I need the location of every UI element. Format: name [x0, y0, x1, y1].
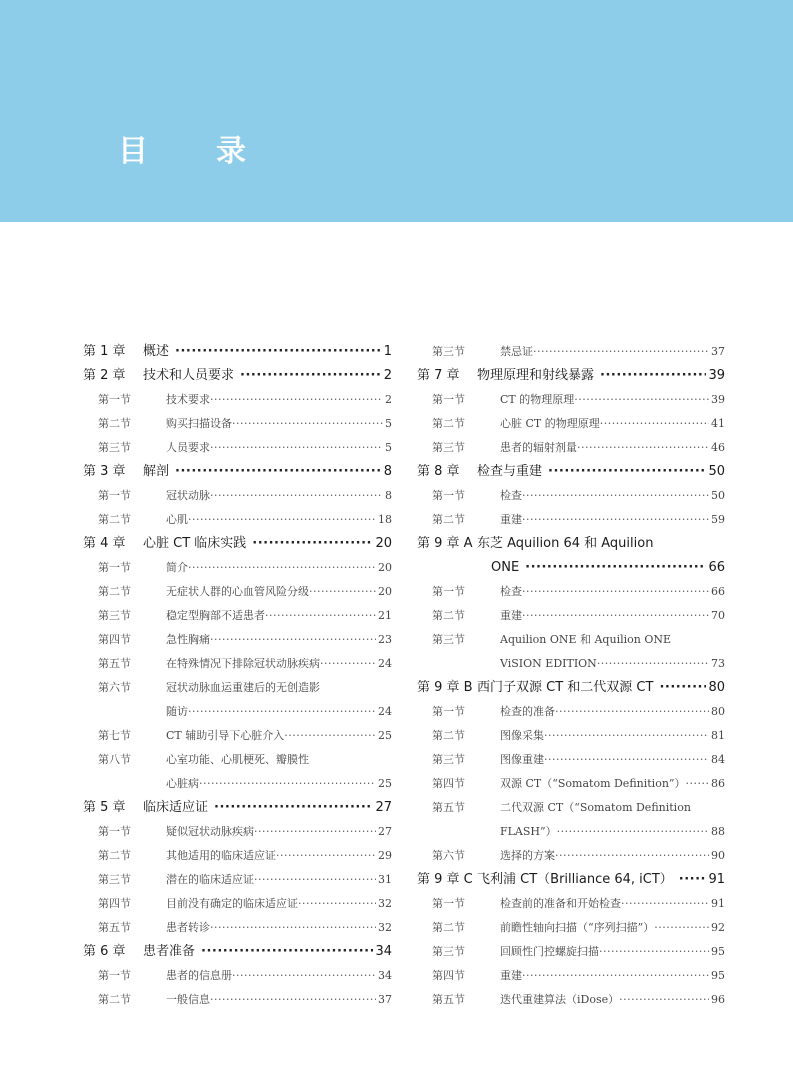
toc-section-entry[interactable]	[417, 604, 725, 628]
toc-entry-number: 第二节	[98, 513, 131, 526]
toc-leader-dots	[214, 796, 373, 820]
toc-section-entry[interactable]	[417, 988, 725, 1012]
toc-page-number: 50	[711, 489, 725, 502]
toc-section-entry[interactable]	[83, 556, 392, 580]
toc-page-number: 34	[378, 969, 392, 982]
toc-section-entry[interactable]	[417, 724, 725, 748]
toc-chapter-entry[interactable]	[83, 340, 392, 364]
toc-page-number: 25	[378, 777, 392, 790]
toc-entry-title: 迭代重建算法（iDose）	[500, 993, 620, 1006]
toc-entry-title: 图像重建	[500, 753, 544, 766]
toc-chapter-entry[interactable]	[83, 532, 392, 556]
toc-leader-dots	[659, 676, 706, 700]
toc-section-entry[interactable]	[417, 772, 725, 796]
toc-leader-dots	[188, 556, 376, 580]
toc-leader-dots	[686, 772, 709, 796]
toc-entry-number: 第 9 章 A	[417, 536, 473, 551]
toc-page-number: 29	[378, 849, 392, 862]
toc-entry-number: 第 5 章	[83, 800, 126, 815]
toc-chapter-entry[interactable]	[83, 364, 392, 388]
toc-entry-number: 第 9 章 C	[417, 872, 473, 887]
toc-entry-title: 潜在的临床适应证	[166, 873, 254, 886]
toc-entry-title: 双源 CT（“Somatom Definition”）	[500, 777, 686, 790]
toc-entry-title: 解剖	[143, 464, 170, 479]
toc-leader-dots	[210, 436, 383, 460]
toc-entry-title: CT 的物理原理	[500, 393, 575, 406]
toc-page-number: 92	[711, 921, 725, 934]
toc-leader-dots	[525, 556, 706, 580]
toc-entry-title: 重建	[500, 609, 522, 622]
toc-entry-number: 第 9 章 B	[417, 680, 473, 695]
toc-entry-title: 检查与重建	[477, 464, 543, 479]
toc-entry-title: 在特殊情况下排除冠状动脉疾病	[166, 657, 320, 670]
toc-leader-dots	[555, 844, 709, 868]
toc-page-number: 20	[378, 585, 392, 598]
toc-chapter-entry[interactable]	[417, 556, 725, 580]
toc-page-number: 50	[708, 464, 725, 479]
toc-leader-dots	[175, 460, 382, 484]
toc-entry-number: 第二节	[98, 417, 131, 430]
header-banner	[0, 0, 793, 222]
toc-entry-title: 心脏病	[166, 777, 199, 790]
toc-entry-title: 冠状动脉	[166, 489, 210, 502]
toc-entry-title: 禁忌证	[500, 345, 533, 358]
toc-entry-number: 第三节	[98, 873, 131, 886]
toc-chapter-entry[interactable]	[417, 532, 725, 556]
toc-page-number: 8	[383, 464, 392, 479]
toc-leader-dots	[600, 412, 709, 436]
toc-entry-title: 回顾性门控螺旋扫描	[500, 945, 599, 958]
toc-leader-dots	[175, 340, 382, 364]
toc-entry-title: 临床适应证	[143, 800, 209, 815]
toc-entry-number: 第三节	[432, 441, 465, 454]
toc-section-entry[interactable]	[417, 580, 725, 604]
toc-entry-number: 第二节	[432, 921, 465, 934]
toc-section-entry[interactable]	[417, 508, 725, 532]
toc-section-entry[interactable]	[83, 868, 392, 892]
toc-page-number: 5	[385, 441, 392, 454]
toc-entry-number: 第七节	[98, 729, 131, 742]
toc-page-number: 1	[383, 344, 392, 359]
toc-leader-dots	[254, 868, 376, 892]
toc-entry-title: 患者准备	[143, 944, 196, 959]
toc-leader-dots	[210, 916, 376, 940]
toc-entry-title: 冠状动脉血运重建后的无创造影	[166, 681, 320, 694]
toc-section-entry[interactable]	[417, 748, 725, 772]
toc-page-number: 86	[711, 777, 725, 790]
toc-page-number: 73	[711, 657, 725, 670]
toc-entry-number: 第 2 章	[83, 368, 126, 383]
toc-section-entry[interactable]	[417, 436, 725, 460]
toc-leader-dots	[544, 748, 709, 772]
toc-left-column	[83, 340, 392, 1012]
toc-chapter-entry[interactable]	[417, 460, 725, 484]
toc-section-entry[interactable]	[83, 652, 392, 676]
toc-section-entry[interactable]	[417, 628, 725, 652]
toc-entry-number: 第三节	[98, 441, 131, 454]
toc-page-number: 27	[375, 800, 392, 815]
toc-page-number: 24	[378, 657, 392, 670]
toc-page-number: 20	[375, 536, 392, 551]
toc-chapter-entry[interactable]	[83, 460, 392, 484]
toc-entry-number: 第四节	[98, 633, 131, 646]
toc-leader-dots	[254, 820, 376, 844]
toc-page-number: 32	[378, 921, 392, 934]
toc-page-number: 21	[378, 609, 392, 622]
toc-page-number: 25	[378, 729, 392, 742]
toc-page-number: 80	[708, 680, 725, 695]
toc-leader-dots	[522, 508, 709, 532]
toc-leader-dots	[544, 724, 709, 748]
toc-section-entry[interactable]	[83, 436, 392, 460]
toc-leader-dots	[679, 868, 707, 892]
toc-entry-title: 检查	[500, 489, 522, 502]
toc-leader-dots	[654, 916, 709, 940]
toc-entry-title: 其他适用的临床适应证	[166, 849, 276, 862]
toc-section-entry[interactable]	[417, 412, 725, 436]
toc-leader-dots	[252, 532, 373, 556]
toc-section-entry[interactable]	[417, 892, 725, 916]
toc-section-entry[interactable]	[417, 484, 725, 508]
toc-leader-dots	[298, 892, 376, 916]
toc-entry-number: 第六节	[98, 681, 131, 694]
toc-entry-title: 患者转诊	[166, 921, 210, 934]
toc-leader-dots	[555, 700, 709, 724]
toc-entry-title: 物理原理和射线暴露	[477, 368, 595, 383]
toc-page-number: 66	[708, 560, 725, 575]
toc-leader-dots	[619, 988, 709, 1012]
toc-section-entry[interactable]	[83, 844, 392, 868]
toc-entry-number: 第二节	[98, 849, 131, 862]
toc-entry-number: 第一节	[432, 705, 465, 718]
toc-entry-title: ViSION EDITION	[500, 657, 597, 670]
toc-entry-title: 重建	[500, 969, 522, 982]
toc-leader-dots	[597, 652, 709, 676]
toc-entry-number: 第 8 章	[417, 464, 460, 479]
toc-entry-number: 第三节	[432, 633, 465, 646]
toc-entry-title: CT 辅助引导下心脏介入	[166, 729, 285, 742]
toc-entry-number: 第二节	[432, 417, 465, 430]
toc-entry-number: 第五节	[98, 921, 131, 934]
toc-entry-title: 简介	[166, 561, 188, 574]
page-title: 目录	[118, 134, 314, 169]
toc-page-number: 46	[711, 441, 725, 454]
toc-entry-number: 第二节	[98, 585, 131, 598]
toc-section-entry[interactable]	[83, 508, 392, 532]
toc-chapter-entry[interactable]	[417, 364, 725, 388]
toc-chapter-entry[interactable]	[417, 868, 725, 892]
toc-section-entry[interactable]	[83, 604, 392, 628]
toc-page-number: 31	[378, 873, 392, 886]
toc-leader-dots	[533, 340, 709, 364]
toc-page-number: 37	[711, 345, 725, 358]
toc-page-number: 81	[711, 729, 725, 742]
toc-section-entry[interactable]	[83, 988, 392, 1012]
toc-entry-title: 目前没有确定的临床适应证	[166, 897, 298, 910]
toc-section-entry[interactable]	[417, 388, 725, 412]
toc-entry-title: 图像采集	[500, 729, 544, 742]
toc-leader-dots	[188, 508, 376, 532]
toc-section-entry[interactable]	[83, 676, 392, 700]
toc-entry-number: 第 1 章	[83, 344, 126, 359]
toc-entry-title: 西门子双源 CT 和二代双源 CT	[477, 680, 654, 695]
toc-entry-number: 第二节	[432, 609, 465, 622]
toc-section-entry[interactable]	[417, 700, 725, 724]
toc-entry-title: 心脏 CT 临床实践	[143, 536, 247, 551]
toc-entry-title: ONE	[491, 560, 520, 575]
toc-entry-number: 第五节	[432, 801, 465, 814]
toc-page-number: 90	[711, 849, 725, 862]
toc-entry-title: 二代双源 CT（“Somatom Definition	[500, 801, 691, 814]
toc-page-number: 32	[378, 897, 392, 910]
toc-leader-dots	[309, 580, 376, 604]
toc-section-entry[interactable]	[417, 916, 725, 940]
toc-entry-title: 重建	[500, 513, 522, 526]
toc-section-entry[interactable]	[417, 844, 725, 868]
toc-section-entry[interactable]	[83, 412, 392, 436]
toc-leader-dots	[188, 700, 376, 724]
toc-entry-title: FLASH”）	[500, 825, 557, 838]
toc-section-entry[interactable]	[83, 748, 392, 772]
toc-page-number: 2	[385, 393, 392, 406]
toc-page-number: 88	[711, 825, 725, 838]
toc-entry-number: 第四节	[98, 897, 131, 910]
toc-entry-title: 技术和人员要求	[143, 368, 235, 383]
toc-entry-title: 检查的准备	[500, 705, 555, 718]
toc-page-number: 96	[711, 993, 725, 1006]
toc-leader-dots	[320, 652, 376, 676]
toc-entry-title: 患者的辐射剂量	[500, 441, 577, 454]
toc-leader-dots	[621, 892, 709, 916]
toc-page-number: 27	[378, 825, 392, 838]
toc-entry-title: 检查	[500, 585, 522, 598]
toc-leader-dots	[522, 580, 709, 604]
toc-page-number: 5	[385, 417, 392, 430]
toc-leader-dots	[522, 604, 709, 628]
toc-entry-title: 随访	[166, 705, 188, 718]
toc-leader-dots	[276, 844, 376, 868]
toc-section-entry[interactable]	[417, 652, 725, 676]
toc-page-number: 34	[375, 944, 392, 959]
toc-entry-number: 第三节	[432, 945, 465, 958]
toc-leader-dots	[284, 724, 376, 748]
toc-section-entry[interactable]	[83, 724, 392, 748]
toc-page-number: 84	[711, 753, 725, 766]
toc-entry-number: 第三节	[432, 753, 465, 766]
toc-entry-number: 第二节	[432, 729, 465, 742]
toc-entry-number: 第三节	[432, 345, 465, 358]
toc-leader-dots	[522, 484, 709, 508]
toc-entry-number: 第一节	[98, 393, 131, 406]
toc-leader-dots	[201, 940, 373, 964]
toc-page-number: 8	[385, 489, 392, 502]
toc-entry-number: 第二节	[432, 513, 465, 526]
toc-entry-title: 前瞻性轴向扫描（“序列扫描”）	[500, 921, 655, 934]
toc-entry-title: 东芝 Aquilion 64 和 Aquilion	[477, 536, 654, 551]
toc-page-number: 20	[378, 561, 392, 574]
toc-page-number: 37	[378, 993, 392, 1006]
toc-section-entry[interactable]	[83, 580, 392, 604]
toc-page-number: 39	[711, 393, 725, 406]
toc-leader-dots	[210, 628, 376, 652]
toc-entry-title: 飞利浦 CT（Brilliance 64, iCT）	[477, 872, 673, 887]
toc-leader-dots	[240, 364, 382, 388]
toc-entry-number: 第八节	[98, 753, 131, 766]
toc-entry-number: 第四节	[432, 969, 465, 982]
toc-entry-number: 第五节	[98, 657, 131, 670]
toc-entry-title: 疑似冠状动脉疾病	[166, 825, 254, 838]
toc-page-number: 23	[378, 633, 392, 646]
toc-entry-title: 购买扫描设备	[166, 417, 232, 430]
toc-entry-number: 第六节	[432, 849, 465, 862]
toc-entry-title: 心室功能、心肌梗死、瓣膜性	[166, 753, 309, 766]
toc-section-entry[interactable]	[83, 388, 392, 412]
toc-page-number: 2	[383, 368, 392, 383]
toc-entry-number: 第一节	[432, 897, 465, 910]
toc-entry-title: 心脏 CT 的物理原理	[500, 417, 600, 430]
toc-chapter-entry[interactable]	[417, 676, 725, 700]
toc-section-entry[interactable]	[83, 700, 392, 724]
toc-page-number: 24	[378, 705, 392, 718]
toc-leader-dots	[210, 484, 383, 508]
toc-section-entry[interactable]	[83, 484, 392, 508]
toc-entry-number: 第二节	[98, 993, 131, 1006]
toc-page-number: 91	[708, 872, 725, 887]
toc-page-number: 91	[711, 897, 725, 910]
toc-section-entry[interactable]	[417, 796, 725, 820]
toc-entry-title: 一般信息	[166, 993, 210, 1006]
toc-section-entry[interactable]	[417, 820, 725, 844]
toc-leader-dots	[232, 964, 376, 988]
toc-entry-number: 第一节	[98, 825, 131, 838]
toc-section-entry[interactable]	[83, 628, 392, 652]
toc-page-number: 18	[378, 513, 392, 526]
toc-section-entry[interactable]	[83, 892, 392, 916]
toc-entry-number: 第一节	[98, 561, 131, 574]
toc-entry-title: 急性胸痛	[166, 633, 210, 646]
toc-leader-dots	[599, 940, 709, 964]
toc-entry-number: 第 7 章	[417, 368, 460, 383]
toc-chapter-entry[interactable]	[83, 796, 392, 820]
toc-section-entry[interactable]	[417, 340, 725, 364]
toc-entry-number: 第一节	[432, 393, 465, 406]
toc-entry-title: 患者的信息册	[166, 969, 232, 982]
toc-section-entry[interactable]	[83, 772, 392, 796]
toc-entry-title: 人员要求	[166, 441, 210, 454]
toc-entry-title: 技术要求	[166, 393, 210, 406]
toc-leader-dots	[522, 964, 709, 988]
toc-leader-dots	[265, 604, 376, 628]
toc-chapter-entry[interactable]	[83, 940, 392, 964]
toc-leader-dots	[548, 460, 706, 484]
toc-page-number: 80	[711, 705, 725, 718]
toc-entry-number: 第 4 章	[83, 536, 126, 551]
toc-leader-dots	[600, 364, 706, 388]
toc-leader-dots	[210, 388, 383, 412]
toc-page-number: 59	[711, 513, 725, 526]
toc-entry-title: 概述	[143, 344, 170, 359]
toc-entry-title: 无症状人群的心血管风险分级	[166, 585, 309, 598]
toc-entry-number: 第三节	[98, 609, 131, 622]
toc-right-column	[417, 340, 725, 1012]
toc-entry-number: 第四节	[432, 777, 465, 790]
toc-entry-number: 第一节	[98, 489, 131, 502]
toc-section-entry[interactable]	[83, 916, 392, 940]
toc-page-number: 95	[711, 969, 725, 982]
toc-leader-dots	[210, 988, 376, 1012]
toc-entry-number: 第 3 章	[83, 464, 126, 479]
toc-section-entry[interactable]	[83, 820, 392, 844]
toc-page-number: 66	[711, 585, 725, 598]
toc-entry-number: 第一节	[432, 585, 465, 598]
toc-entry-title: 选择的方案	[500, 849, 555, 862]
toc-entry-title: 稳定型胸部不适患者	[166, 609, 265, 622]
toc-leader-dots	[574, 388, 709, 412]
toc-section-entry[interactable]	[417, 964, 725, 988]
toc-page-number: 70	[711, 609, 725, 622]
toc-leader-dots	[232, 412, 383, 436]
toc-entry-title: Aquilion ONE 和 Aquilion ONE	[500, 633, 671, 646]
toc-entry-number: 第 6 章	[83, 944, 126, 959]
toc-entry-number: 第一节	[98, 969, 131, 982]
toc-section-entry[interactable]	[83, 964, 392, 988]
toc-page-number: 39	[708, 368, 725, 383]
toc-entry-number: 第五节	[432, 993, 465, 1006]
toc-page-number: 95	[711, 945, 725, 958]
toc-leader-dots	[557, 820, 709, 844]
toc-page-number: 41	[711, 417, 725, 430]
toc-leader-dots	[577, 436, 709, 460]
toc-section-entry[interactable]	[417, 940, 725, 964]
toc-entry-title: 检查前的准备和开始检查	[500, 897, 621, 910]
toc-leader-dots	[199, 772, 376, 796]
toc-entry-number: 第一节	[432, 489, 465, 502]
toc-entry-title: 心肌	[166, 513, 188, 526]
